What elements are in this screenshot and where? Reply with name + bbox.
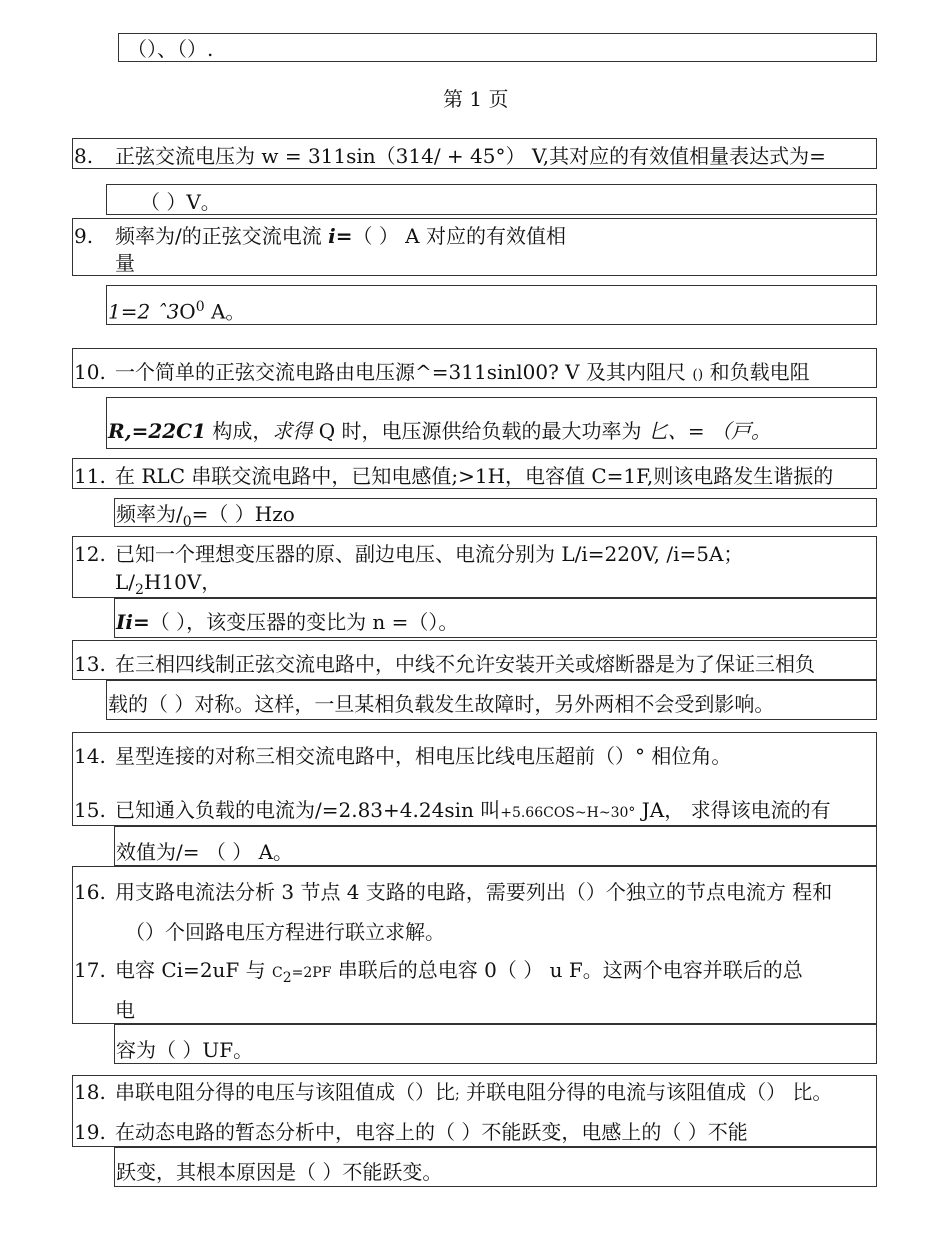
q8-number: 8. xyxy=(74,144,94,168)
q10-line2-italic: 求得 xyxy=(272,419,313,443)
q17-line1-text-e: 串联后的总电容 0（ ） u F。这两个电容并联后的总 xyxy=(331,958,803,982)
q18-number: 18. xyxy=(74,1080,106,1104)
q10-line2-text-e: 匕、= （戸。 xyxy=(641,419,771,443)
q10-load-resistor: R,=22C1 xyxy=(108,419,207,443)
q13-line2: 载的（ ）对称。这样，一旦某相负载发生故障时，另外两相不会受到影响。 xyxy=(108,692,775,716)
q14-number: 14. xyxy=(74,744,106,768)
q9-phasor-o: O xyxy=(179,299,196,324)
q15-line1-small: +5.66COS~H~30° xyxy=(500,805,636,821)
q19-line1: 在动态电路的暂态分析中，电容上的（ ）不能跃变，电感上的（ ）不能 xyxy=(115,1120,748,1144)
q15-line1-text-a: 已知通入负载的电流为/=2.83+4.24sin 叫 xyxy=(115,798,501,822)
q10-line2-text-d: Q 时，电压源供给负载的最大功率为 xyxy=(312,419,642,443)
q12-wrap-text-d: H10V， xyxy=(143,570,222,594)
q16-number: 16. xyxy=(74,880,106,904)
q10-line1-sub: () xyxy=(692,367,704,383)
q9-phasor-sup: 0 xyxy=(195,299,205,315)
q10-line1-text-a: 一个简单的正弦交流电路由电压源^=311sinl00? V 及其内阻尺 xyxy=(115,360,693,384)
q12-line2-text-b: （ ），该变压器的变比为 n =（）。 xyxy=(149,610,459,634)
q9-line1 xyxy=(115,224,566,248)
q18-line1 xyxy=(115,1080,832,1107)
q18-separator: ; xyxy=(455,1087,460,1103)
q9-number: 9. xyxy=(74,224,94,248)
q12-number: 12. xyxy=(74,542,106,566)
q17-c2-value: =2PF xyxy=(291,965,332,981)
q10-number: 10. xyxy=(74,360,106,384)
q13-line1: 在三相四线制正弦交流电路中，中线不允许安装开关或熔断器是为了保证三相负 xyxy=(115,652,815,676)
q12-line2 xyxy=(116,610,458,634)
page-number: 第 1 页 xyxy=(443,87,509,111)
q11-line1: 在 RLC 串联交流电路中，已知电感值;>1H，电容值 C=1F,则该电路发生谐振的 xyxy=(115,464,834,488)
q12-wrap-text-b: L/ xyxy=(115,570,136,594)
q17-c2: C xyxy=(272,965,283,981)
q10-line2-text-b: 构成， xyxy=(206,419,273,443)
q10-line1-text-c: 和负载电阻 xyxy=(703,360,810,384)
q16-line1: 用支路电流法分析 3 节点 4 支路的电路，需要列出（）个独立的节点电流方 程和 xyxy=(115,880,833,904)
q9-current-symbol: i= xyxy=(328,224,353,248)
q15-number: 15. xyxy=(74,798,106,822)
q11-line2-sub: 0 xyxy=(182,514,192,530)
q12-wrap-sub: 2 xyxy=(135,582,144,598)
q9-line1-wrap: 量 xyxy=(115,251,135,275)
q9-line1-text-a: 频率为/的正弦交流电流 xyxy=(115,224,329,248)
q9-line1-text-c: （ ） A 对应的有效值相 xyxy=(352,224,566,248)
q12-current-symbol: Ii= xyxy=(116,610,150,634)
q17-c2-sub: 2 xyxy=(282,970,292,986)
q8-line2-box xyxy=(106,184,877,215)
q18-line1-text-c: 并联电阻分得的电流与该阻值成（） 比。 xyxy=(459,1080,833,1104)
q13-number: 13. xyxy=(74,652,106,676)
q11-line2 xyxy=(116,502,295,534)
q17-line1 xyxy=(115,958,803,990)
q9-line2 xyxy=(108,295,245,324)
q16-line2: （）个回路电压方程进行联立求解。 xyxy=(125,920,445,944)
q17-number: 17. xyxy=(74,958,106,982)
q12-line1: 已知一个理想变压器的原、副边电压、电流分别为 L/i=220V, /i=5A； xyxy=(115,542,744,566)
q9-unit: A。 xyxy=(204,299,246,324)
q15-line1-text-c: JA， 求得该电流的有 xyxy=(635,798,831,822)
q9-phasor: 1=2 ˆ3 xyxy=(108,299,180,324)
q8-line1: 正弦交流电压为 w = 311sin（314/ + 45°） V,其对应的有效值相量表达式为= xyxy=(115,144,826,168)
q19-number: 19. xyxy=(74,1120,106,1144)
q8-line2: （ ）V。 xyxy=(140,190,221,214)
q19-line2: 跃变，其根本原因是（ ）不能跃变。 xyxy=(116,1160,443,1184)
q11-line2-text-c: =（ ）Hzo xyxy=(191,502,295,526)
top-fragment-box xyxy=(118,33,877,62)
top-fragment-text: （）、（）. xyxy=(127,37,214,61)
q10-line1 xyxy=(115,360,810,387)
q17-line1-wrap: 电 xyxy=(115,998,135,1022)
q10-line2 xyxy=(108,419,771,443)
q15-line1 xyxy=(115,798,831,825)
q14-line1: 星型连接的对称三相交流电路中，相电压比线电压超前（）° 相位角。 xyxy=(115,744,732,768)
q17-line2: 容为（ ）UF。 xyxy=(116,1038,254,1062)
q11-line2-text-a: 频率为/ xyxy=(116,502,183,526)
q15-line2: 效值为/= （ ） A。 xyxy=(116,840,294,864)
q18-line1-text-a: 串联电阻分得的电压与该阻值成（）比 xyxy=(115,1080,455,1104)
q11-number: 11. xyxy=(74,464,106,488)
q17-line1-text-a: 电容 Ci=2uF 与 xyxy=(115,958,273,982)
